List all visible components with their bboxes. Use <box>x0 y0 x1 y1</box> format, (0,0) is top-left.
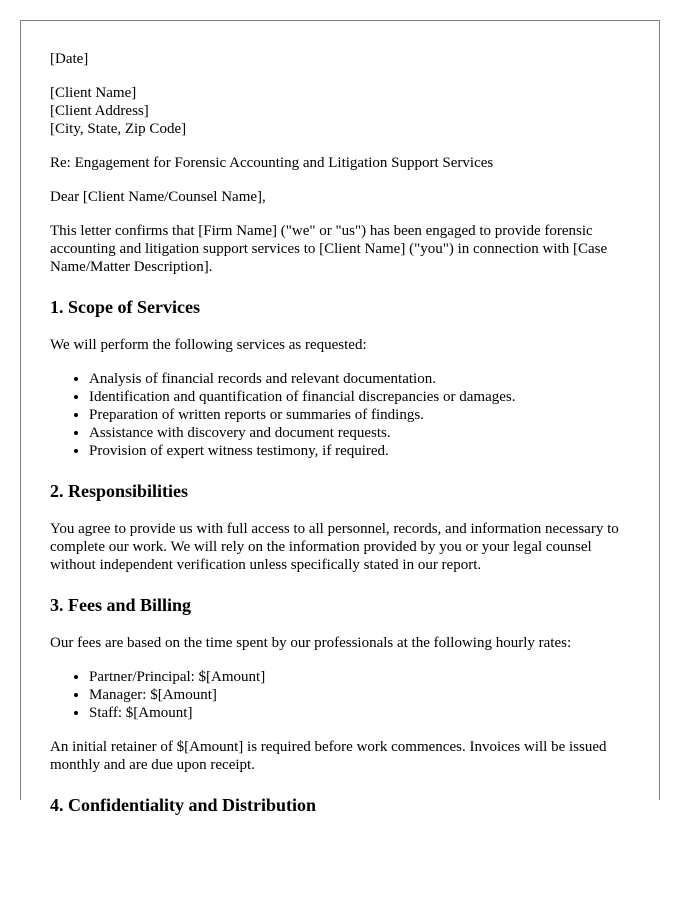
scope-list <box>50 370 630 460</box>
list-item: • Analysis of financial records and relevant documentation. <box>89 370 630 388</box>
list-item: • Provision of expert witness testimony, if required. <box>89 442 630 460</box>
client-city-state-zip: [City, State, Zip Code] <box>50 121 187 137</box>
client-address: [Client Address] <box>50 103 149 119</box>
fees-lead: Our fees are based on the time spent by our professionals at the following hourly rates: <box>50 635 572 651</box>
list-item: • Identification and quantification of financial discrepancies or damages. <box>89 388 630 406</box>
letter-salutation: Dear [Client Name/Counsel Name], <box>50 189 266 205</box>
letter-subject: Re: Engagement for Forensic Accounting and Litigation Support Services <box>50 155 494 171</box>
letter-page <box>20 20 660 815</box>
fees-rate-list <box>50 668 630 722</box>
responsibilities-body: You agree to provide us with full access to all personnel, records, and information necessary to complete our work. We will rely on the information provided by you or your legal counsel without independent verification unless specifically stated in our report. <box>50 521 619 573</box>
list-item: • Manager: $[Amount] <box>89 686 630 704</box>
letter-date: [Date] <box>50 51 89 67</box>
client-address-block <box>50 84 630 138</box>
scope-lead: We will perform the following services as requested: <box>50 337 367 353</box>
list-item: • Partner/Principal: $[Amount] <box>89 668 630 686</box>
section-heading-scope: 1. Scope of Services <box>50 297 200 317</box>
list-item: • Preparation of written reports or summaries of findings. <box>89 406 630 424</box>
section-heading-fees: 3. Fees and Billing <box>50 595 192 615</box>
letter-body <box>21 21 659 816</box>
list-item: • Assistance with discovery and document requests. <box>89 424 630 442</box>
section-heading-confidentiality: 4. Confidentiality and Distribution <box>50 795 317 815</box>
section-heading-responsibilities: 2. Responsibilities <box>50 481 189 501</box>
list-item: • Staff: $[Amount] <box>89 704 630 722</box>
letter-intro: This letter confirms that [Firm Name] ("we" or "us") has been engaged to provide forensic accounting and litigation support services to [Client Name] ("you") in connection with [Case Name/Matter Description]. <box>50 223 608 275</box>
fees-body: An initial retainer of $[Amount] is required before work commences. Invoices will be issued monthly and are due upon receipt. <box>50 739 607 773</box>
client-name: [Client Name] <box>50 85 137 101</box>
